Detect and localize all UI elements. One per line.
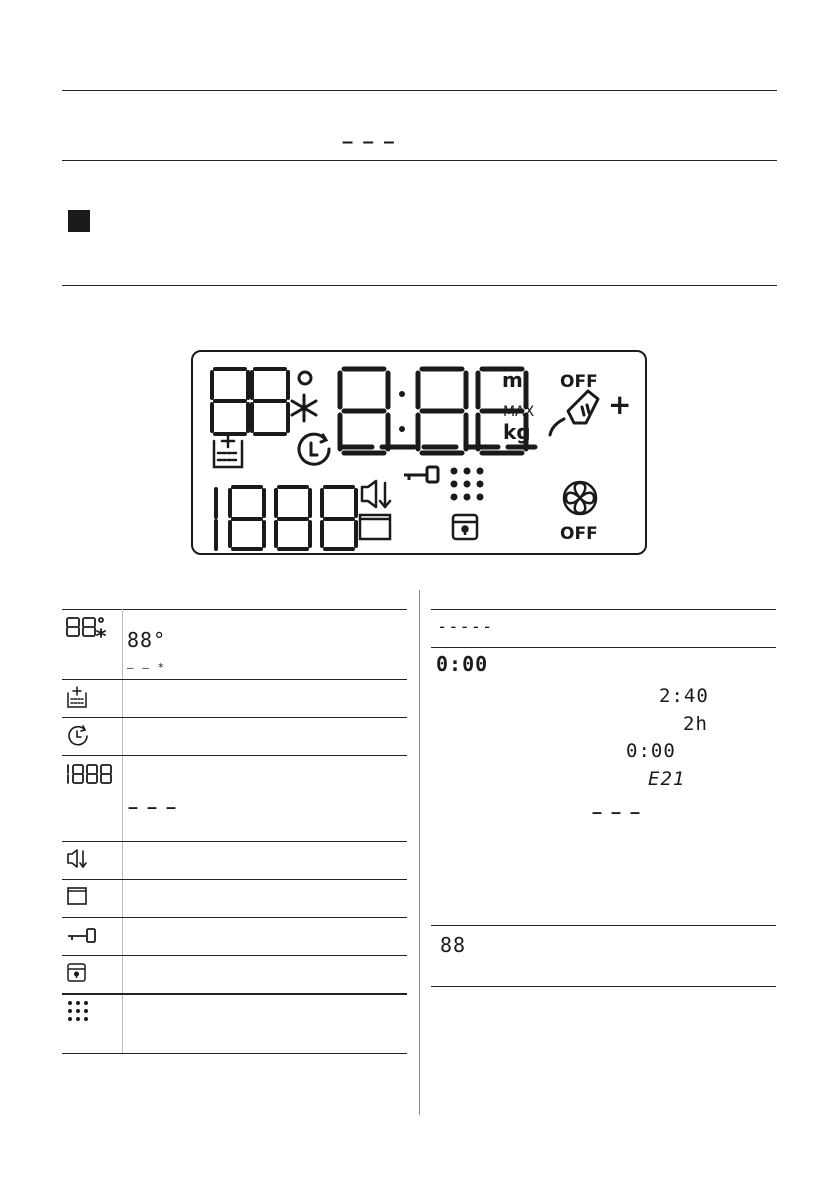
time-value-4: E21 xyxy=(648,768,686,790)
key-panel-icon xyxy=(404,467,438,482)
left-rule-6 xyxy=(62,917,407,918)
unit-max: MAX xyxy=(503,404,535,420)
snowflake-icon xyxy=(292,395,316,421)
right-rule-2 xyxy=(431,925,776,926)
top-rule-2 xyxy=(62,160,777,161)
right-rule-0 xyxy=(431,609,776,610)
dots-grid-panel-icon xyxy=(451,468,484,501)
left-rule-0 xyxy=(62,609,407,610)
extra-rinse-panel-icon xyxy=(214,435,242,467)
temp-digits-icon xyxy=(212,369,288,434)
fan-panel-icon xyxy=(564,482,596,514)
top-dashes: – – – xyxy=(342,131,397,153)
off-bottom-label: OFF xyxy=(560,524,598,544)
left-rule-3 xyxy=(62,755,407,756)
column-divider xyxy=(419,590,420,1115)
left-rule-2 xyxy=(62,717,407,718)
top-rule-1 xyxy=(62,90,777,91)
sound-off-icon xyxy=(66,848,92,870)
right-time-label: 0:00 xyxy=(436,652,489,676)
dots-grid-icon xyxy=(66,999,90,1023)
note-square-icon xyxy=(68,210,90,232)
left-col-divider xyxy=(122,609,123,1053)
unit-kg: kg xyxy=(503,420,531,444)
delay-start-icon xyxy=(66,724,90,748)
left-rule-5 xyxy=(62,879,407,880)
extra-rinse-icon xyxy=(66,685,88,709)
time-digits-icon xyxy=(340,369,526,453)
right-dashes-row: ----- xyxy=(437,617,494,637)
spin-dashes: – – – xyxy=(128,797,179,817)
time-value-5: – – – xyxy=(592,802,643,822)
temperature-display-icon xyxy=(66,616,116,642)
door-lock-panel-icon xyxy=(453,515,477,539)
right-rule-3 xyxy=(431,986,776,987)
left-rule-1 xyxy=(62,679,407,680)
child-lock-icon xyxy=(66,925,100,945)
left-rule-7 xyxy=(62,955,407,956)
left-rule-4 xyxy=(62,841,407,842)
lcd-display-panel xyxy=(190,349,648,557)
left-rule-8 xyxy=(62,993,407,995)
spin-display-icon xyxy=(66,763,122,785)
stain-tub-icon xyxy=(66,885,88,907)
time-value-1: 2:40 xyxy=(659,685,709,707)
degree-icon xyxy=(299,372,311,384)
unit-ml: ml xyxy=(502,368,530,392)
top-rule-3 xyxy=(62,285,777,286)
spin-digits-icon xyxy=(216,487,356,549)
right-rule-1 xyxy=(431,647,776,648)
plus-icon: + xyxy=(608,388,632,421)
temp-value-a: 88° xyxy=(127,628,167,652)
door-lock-icon xyxy=(66,962,88,984)
time-value-3: 0:00 xyxy=(626,740,676,762)
sound-off-panel-icon xyxy=(362,481,390,507)
right-digits-row: 88 xyxy=(440,933,467,957)
left-rule-9 xyxy=(62,1053,407,1054)
time-value-2: 2h xyxy=(683,713,708,735)
detergent-icon xyxy=(550,391,598,435)
temp-value-b: – – * xyxy=(127,661,166,674)
off-top-label: OFF xyxy=(560,372,598,392)
delay-clock-panel-icon xyxy=(299,434,329,464)
